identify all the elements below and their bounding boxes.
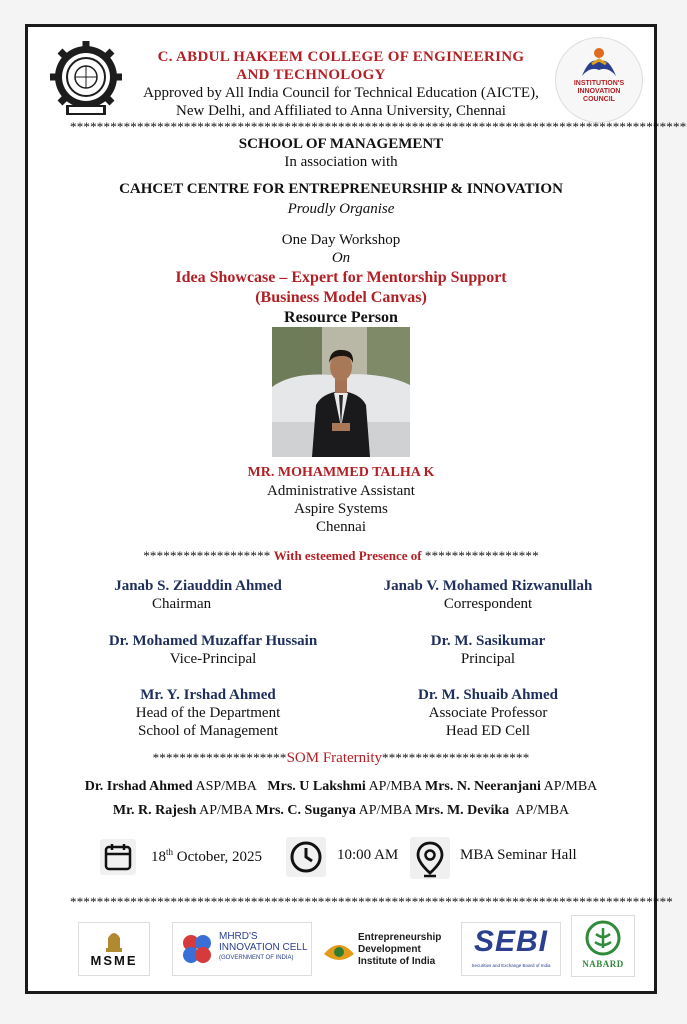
msme-text: MSME <box>90 953 138 968</box>
dignitary-hod <box>108 686 308 740</box>
association-text: In association with <box>284 154 398 170</box>
dignitary-name: Janab V. Mohamed Rizwanullah <box>383 578 593 594</box>
dignitary-role-secondary: Head ED Cell <box>445 723 531 739</box>
fraternity-stars-right: ********************** <box>382 750 530 765</box>
nabard-logo <box>571 915 635 977</box>
fraternity-heading-row <box>28 750 654 767</box>
centre-name: CAHCET CENTRE FOR ENTREPRENEURSHIP & INNOVATION <box>119 181 563 197</box>
college-name-line2: AND TECHNOLOGY <box>236 67 386 83</box>
dignitary-name: Mr. Y. Irshad Ahmed <box>140 687 276 703</box>
fraternity-member: Mrs. U Lakshmi AP/MBA <box>267 779 422 794</box>
brain-icon <box>179 931 215 967</box>
sebi-text: SEBI <box>473 925 549 958</box>
fraternity-member: Mrs. C. Suganya AP/MBA <box>255 803 412 818</box>
fraternity-heading: SOM Fraternity <box>286 750 382 766</box>
resource-heading: Resource Person <box>284 309 398 326</box>
event-title-line2: (Business Model Canvas) <box>255 289 427 306</box>
event-time: 10:00 AM <box>337 847 399 863</box>
poster <box>25 24 687 994</box>
dignitary-chairman <box>88 577 308 613</box>
nabard-text: NABARD <box>582 959 624 969</box>
iic-figure-icon <box>578 48 620 78</box>
approval-line2: New Delhi, and Affiliated to Anna University, Chennai <box>176 103 506 119</box>
college-name-line1: C. ABDUL HAKEEM COLLEGE OF ENGINEERING <box>157 49 525 65</box>
event-venue: MBA Seminar Hall <box>460 847 577 863</box>
approval-line1: Approved by All India Council for Technical Education (AICTE), <box>143 85 539 101</box>
fraternity-member: Mr. R. Rajesh AP/MBA <box>112 803 253 818</box>
clock-icon <box>286 837 326 877</box>
dignitary-role: Correspondent <box>443 596 533 612</box>
speaker-photo <box>272 327 410 457</box>
edi-emblem-icon <box>322 936 356 966</box>
mhrd-line2: INNOVATION CELL <box>219 942 308 953</box>
sebi-logo <box>461 922 561 976</box>
event-on: On <box>331 250 351 266</box>
proudly-organise: Proudly Organise <box>287 201 395 217</box>
location-pin-icon <box>410 837 450 879</box>
mhrd-line3: (GOVERNMENT OF INDIA) <box>219 955 294 961</box>
divider-top: ******************************************************************************************** <box>70 119 687 134</box>
dignitary-role: Associate Professor <box>428 705 548 721</box>
mhrd-innovation-cell-logo <box>172 922 312 976</box>
sebi-subtext: Securities and Exchange Board of India <box>471 963 551 968</box>
speaker-role: Administrative Assistant <box>267 483 415 499</box>
presence-stars-right: ***************** <box>424 548 539 563</box>
speaker-company: Aspire Systems <box>294 501 388 517</box>
edi-line3: Institute of India <box>358 956 436 967</box>
calendar-icon <box>100 839 136 875</box>
dignitary-role: Chairman <box>152 596 212 612</box>
dignitary-role: Principal <box>460 651 516 667</box>
presence-heading-row <box>28 548 654 564</box>
fraternity-member: Mrs. N. Neeranjani AP/MBA <box>424 779 598 794</box>
nabard-emblem-icon <box>583 920 623 956</box>
fraternity-row-1 <box>28 779 654 795</box>
speaker-name: MR. MOHAMMED TALHA K <box>247 465 435 480</box>
iic-line3: COUNCIL <box>583 96 615 103</box>
emblem-icon <box>104 926 124 952</box>
iic-line1: INSTITUTION'S <box>573 80 625 87</box>
fraternity-row-2 <box>28 803 654 819</box>
fraternity-stars-left: ******************** <box>152 750 287 765</box>
event-title-line1: Idea Showcase – Expert for Mentorship Support <box>175 269 507 286</box>
event-type: One Day Workshop <box>281 232 401 248</box>
dignitary-name: Dr. M. Shuaib Ahmed <box>418 687 558 703</box>
edi-line1: Entrepreneurship <box>358 932 442 943</box>
dignitary-role: Vice-Principal <box>169 651 257 667</box>
edi-logo <box>320 922 458 974</box>
mhrd-line1: MHRD'S <box>219 931 258 942</box>
dignitary-role: Head of the Department <box>135 705 281 721</box>
iic-line2: INNOVATION <box>577 88 621 95</box>
dignitary-role-secondary: School of Management <box>138 723 278 739</box>
dignitary-name: Dr. M. Sasikumar <box>430 633 546 649</box>
divider-bottom: ****************************************************************************************** <box>70 894 673 909</box>
msme-logo <box>78 922 150 976</box>
fraternity-member: Dr. Irshad Ahmed ASP/MBA <box>84 779 257 794</box>
presence-heading: With esteemed Presence of <box>273 548 422 563</box>
dignitary-principal <box>388 632 588 668</box>
event-date: 18th October, 2025 <box>151 847 262 865</box>
iic-logo <box>555 37 643 123</box>
dignitary-name: Dr. Mohamed Muzaffar Hussain <box>108 633 318 649</box>
school-name: SCHOOL OF MANAGEMENT <box>238 136 444 152</box>
speaker-city: Chennai <box>316 519 366 535</box>
dignitary-name: Janab S. Ziauddin Ahmed <box>114 578 282 594</box>
edi-line2: Development <box>358 944 421 955</box>
fraternity-member: Mrs. M. Devika AP/MBA <box>415 803 570 818</box>
dignitary-correspondent <box>358 577 618 613</box>
presence-stars-left: ******************* <box>143 548 271 563</box>
dignitary-ed-cell-head <box>388 686 588 740</box>
dignitary-vice-principal <box>83 632 343 668</box>
